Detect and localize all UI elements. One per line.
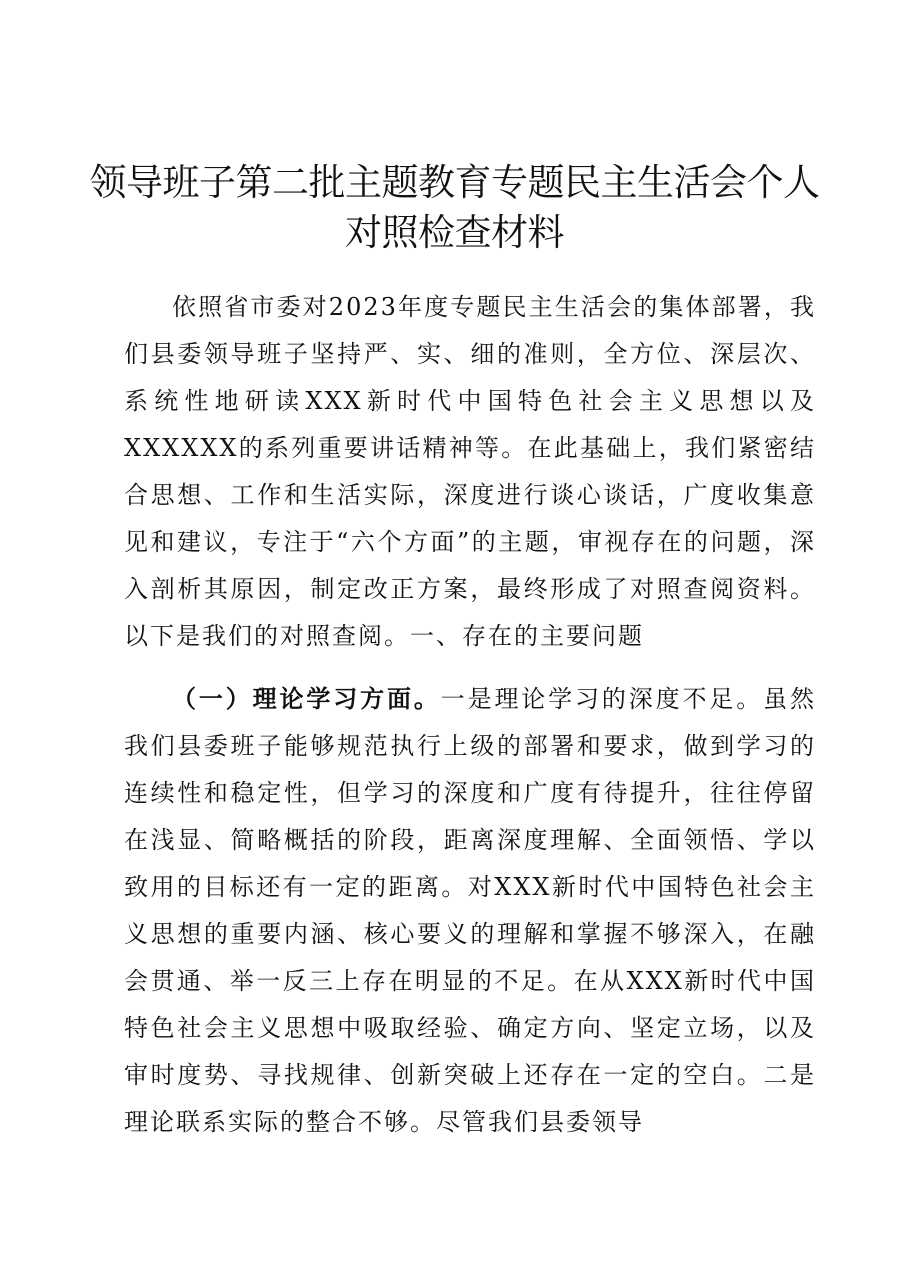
paragraph-theory-study-body: 一是理论学习的深度不足。虽然我们县委班子能够规范执行上级的部署和要求，做到学习的连续性和稳定性，但学习的深度和广度有待提升，往往停留在浅显、简略概括的阶段，距离深度理解、全面领悟、学以致用的目标还有一定的距离。对XXX新时代中国特色社会主义思想的重要内涵、核心要义的理解和掌握不够深入，在融会贯通、举一反三上存在明显的不足。在从XXX新时代中国特色社会主义思想中吸取经验、确定方向、坚定立场，以及审时度势、寻找规律、创新突破上还存在一定的空白。二是理论联系实际的整合不够。尽管我们县委领导 xyxy=(124,685,817,1136)
document-body xyxy=(124,284,816,1146)
section-heading-theory-study: （一）理论学习方面。 xyxy=(172,684,441,713)
paragraph-theory-study xyxy=(124,675,816,1146)
paragraph-intro: 依照省市委对2023年度专题民主生活会的集体部署，我们县委领导班子坚持严、实、细的准则，全方位、深层次、系统性地研读XXX新时代中国特色社会主义思想以及XXXXXX的系列重要讲话精神等。在此基础上，我们紧密结合思想、工作和生活实际，深度进行谈心谈话，广度收集意见和建议，专注于“六个方面”的主题，审视存在的问题，深入剖析其原因，制定改正方案，最终形成了对照查阅资料。以下是我们的对照查阅。一、存在的主要问题 xyxy=(124,293,816,650)
document-title: 领导班子第二批主题教育专题民主生活会个人对照检查材料 xyxy=(89,161,820,254)
